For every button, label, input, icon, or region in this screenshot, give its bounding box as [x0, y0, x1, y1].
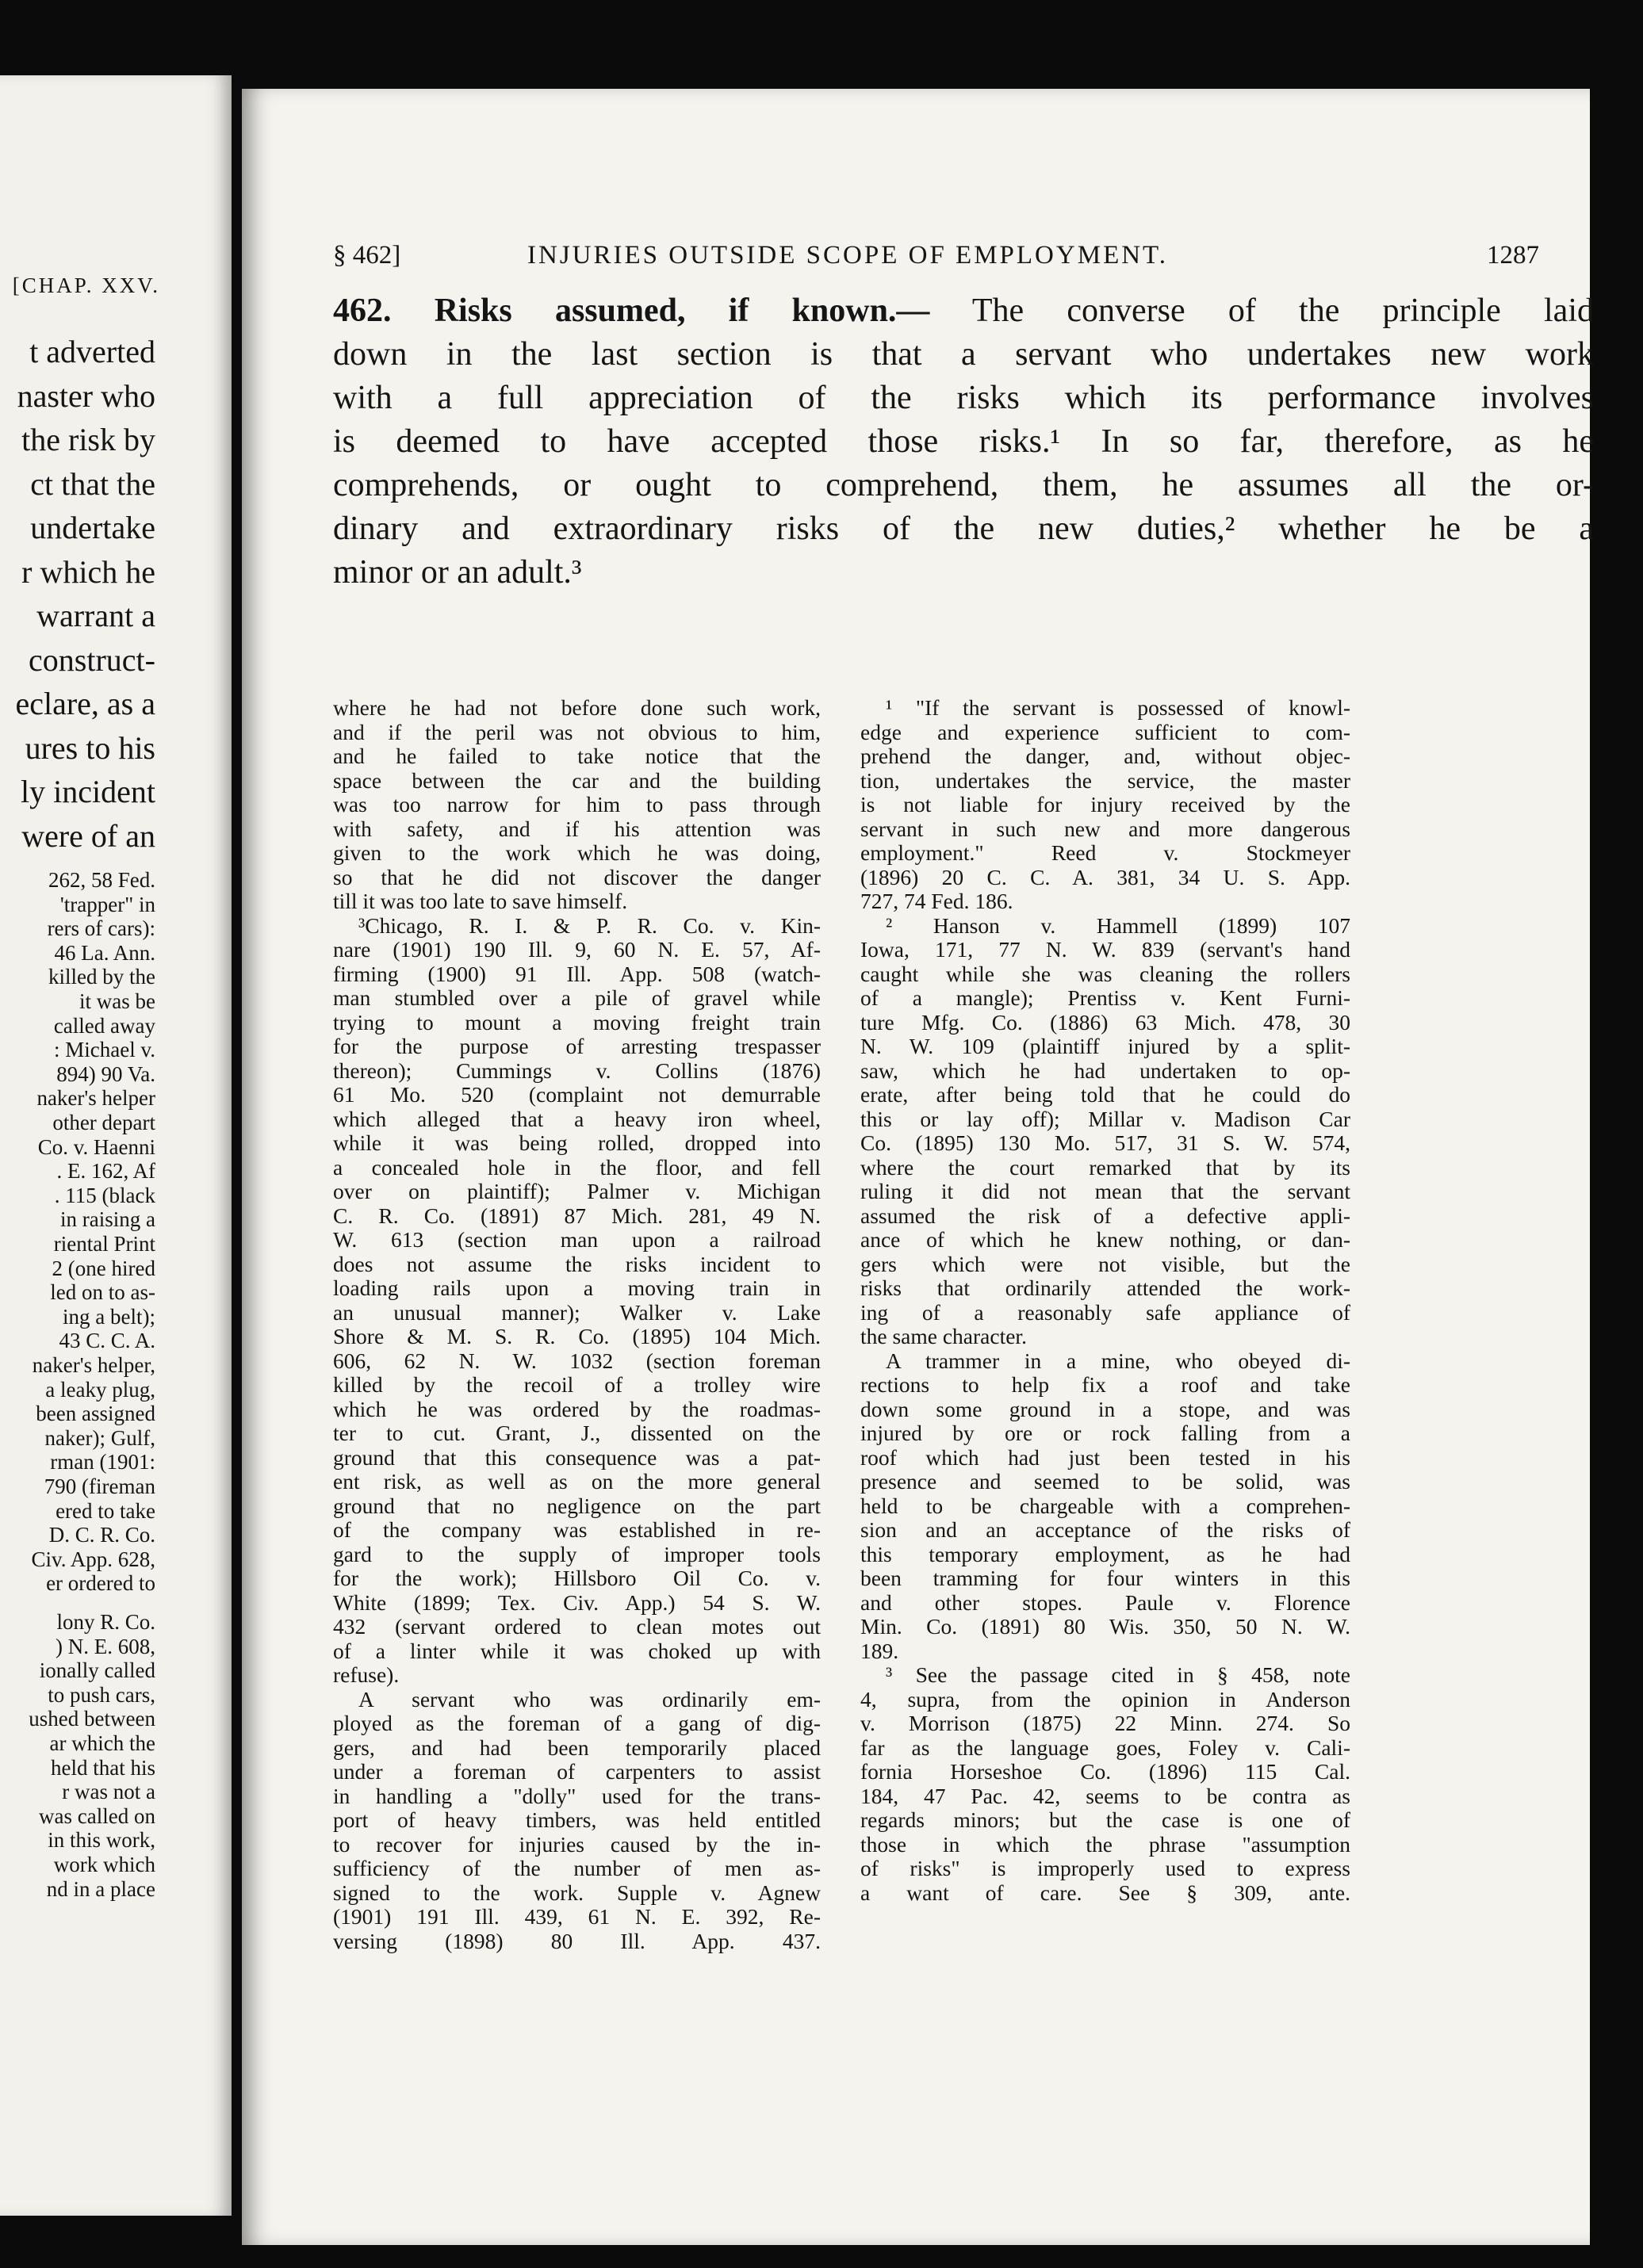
previous-page-line: the risk by: [21, 422, 155, 457]
footnote-line: roof which had just been tested in his: [860, 1444, 1350, 1470]
footnote-line: killed by the recoil of a trolley wire: [333, 1372, 821, 1397]
footnote-line: in handling a "dolly" used for the trans-: [333, 1783, 821, 1808]
previous-page-line: ar which the: [49, 1731, 155, 1755]
footnote-line: Shore & M. S. R. Co. (1895) 104 Mich.: [333, 1324, 821, 1348]
footnote-line: 189.: [860, 1638, 899, 1663]
previous-page-line: . 115 (black: [54, 1183, 155, 1207]
footnote-line: A servant who was ordinarily em-: [358, 1686, 821, 1712]
footnote-line: thereon); Cummings v. Collins (1876): [333, 1058, 821, 1083]
footnote-line: refuse).: [333, 1662, 400, 1687]
footnote-line: Co. (1895) 130 Mo. 517, 31 S. W. 574,: [860, 1130, 1350, 1155]
footnote-line: gard to the supply of improper tools: [333, 1541, 821, 1566]
footnote-line: and if the peril was not obvious to him,: [333, 719, 821, 744]
footnote-line: 432 (servant ordered to clean motes out: [333, 1614, 821, 1639]
previous-page-line: a leaky plug,: [45, 1377, 155, 1402]
previous-page-line: D. C. R. Co.: [48, 1523, 155, 1547]
previous-page-line: Co. v. Haenni: [37, 1134, 155, 1159]
footnote-line: of the company was established in re-: [333, 1517, 821, 1542]
previous-page-line: 43 C. C. A.: [59, 1329, 155, 1353]
footnote-line: ter to cut. Grant, J., dissented on the: [333, 1421, 821, 1445]
previous-page-line: : Michael v.: [54, 1038, 155, 1062]
footnote-line: erate, after being told that he could do: [860, 1082, 1350, 1107]
footnote-line: servant in such new and more dangerous: [860, 816, 1350, 841]
previous-page-line: naster who: [17, 377, 155, 414]
footnote-line: caught while she was cleaning the rollers: [860, 961, 1350, 986]
previous-page-line: r was not a: [62, 1780, 155, 1804]
previous-page-line: construct-: [29, 641, 155, 678]
previous-page-line: were of an: [21, 817, 155, 854]
previous-page-line: in raising a: [60, 1207, 155, 1232]
footnote-line: (1896) 20 C. C. A. 381, 34 U. S. App.: [860, 864, 1350, 889]
footnote-line: A trammer in a mine, who obeyed di-: [886, 1348, 1350, 1373]
page-number: 1287: [1487, 241, 1539, 270]
previous-page-line: to push cars,: [48, 1682, 155, 1707]
footnote-line: ² Hanson v. Hammell (1899) 107: [886, 912, 1350, 938]
footnote-line: been tramming for four winters in this: [860, 1566, 1350, 1590]
section-text-line: down in the last section is that a servant who undertakes new work: [333, 336, 1594, 373]
running-header: [333, 241, 1586, 273]
previous-page-line: ) N. E. 608,: [56, 1634, 155, 1658]
previous-page-line: 46 La. Ann.: [54, 940, 155, 965]
footnote-line: gers, and had been temporarily placed: [333, 1734, 821, 1760]
footnote-line: of a linter while it was choked up with: [333, 1638, 821, 1663]
footnote-line: injured by ore or rock falling from a: [860, 1421, 1350, 1445]
previous-page-line: held that his: [51, 1755, 155, 1780]
footnote-line: regards minors; but the case is one of: [860, 1807, 1350, 1832]
footnote-line: and other stopes. Paule v. Florence: [860, 1589, 1350, 1615]
footnote-line: an unusual manner); Walker v. Lake: [333, 1299, 821, 1325]
footnote-line: v. Morrison (1875) 22 Minn. 274. So: [860, 1711, 1350, 1735]
previous-page-chapter-header: [CHAP. XXV.: [12, 273, 160, 297]
footnote-line: a concealed hole in the floor, and fell: [333, 1154, 821, 1180]
footnote-line: N. W. 109 (plaintiff injured by a split-: [860, 1034, 1350, 1058]
footnote-line: down some ground in a stope, and was: [860, 1396, 1350, 1421]
footnote-line: with safety, and if his attention was: [333, 816, 821, 841]
footnote-line: this or lay off); Millar v. Madison Car: [860, 1106, 1350, 1131]
footnote-line: 606, 62 N. W. 1032 (section foreman: [333, 1348, 821, 1373]
footnote-line: a want of care. See § 309, ante.: [860, 1880, 1350, 1905]
book-page: [242, 89, 1594, 2245]
section-heading: 462. Risks assumed, if known.—: [333, 293, 930, 329]
previous-page-line: it was be: [79, 989, 155, 1013]
footnote-line: 727, 74 Fed. 186.: [860, 889, 1013, 913]
section-text-line: with a full appreciation of the risks which its performance involves: [333, 380, 1594, 416]
footnote-line: ground that this consequence was a pat-: [333, 1444, 821, 1470]
section-text-line: dinary and extraordinary risks of the new duties,² whether he be a: [333, 511, 1594, 547]
footnote-line: firming (1900) 91 Ill. App. 508 (watch-: [333, 961, 821, 986]
footnote-line: assumed the risk of a defective appli-: [860, 1203, 1350, 1228]
footnote-line: versing (1898) 80 Ill. App. 437.: [333, 1928, 821, 1953]
previous-page-line: ly incident: [21, 774, 155, 809]
footnote-line: (1901) 191 Ill. 439, 61 N. E. 392, Re-: [333, 1904, 821, 1929]
previous-page-line: rman (1901:: [50, 1450, 155, 1474]
previous-page-line: 2 (one hired: [52, 1256, 155, 1280]
footnote-line: 61 Mo. 520 (complaint not demurrable: [333, 1082, 821, 1107]
previous-page-line: killed by the: [48, 965, 155, 989]
previous-page-line: was called on: [39, 1803, 155, 1828]
previous-page-line: lony R. Co.: [56, 1610, 155, 1634]
footnote-line: White (1899; Tex. Civ. App.) 54 S. W.: [333, 1589, 821, 1615]
footnote-line: risks that ordinarily attended the work-: [860, 1276, 1350, 1300]
footnote-line: ³Chicago, R. I. & P. R. Co. v. Kin-: [358, 912, 821, 938]
footnote-line: C. R. Co. (1891) 87 Mich. 281, 49 N.: [333, 1203, 821, 1228]
footnote-line: while it was being rolled, dropped into: [333, 1130, 821, 1155]
footnote-line: for the work); Hillsboro Oil Co. v.: [333, 1566, 821, 1590]
footnote-line: far as the language goes, Foley v. Cali-: [860, 1734, 1350, 1760]
footnote-line: ent risk, as well as on the more general: [333, 1469, 821, 1494]
previous-page-line: rers of cars):: [47, 916, 155, 941]
footnote-line: over on plaintiff); Palmer v. Michigan: [333, 1179, 821, 1203]
previous-page-line: riental Print: [53, 1232, 155, 1256]
footnote-line: W. 613 (section man upon a railroad: [333, 1227, 821, 1252]
previous-page-line: naker); Gulf,: [44, 1425, 155, 1450]
previous-page-line: ing a belt);: [63, 1304, 155, 1329]
previous-page-line: called away: [53, 1013, 155, 1038]
footnote-line: 4, supra, from the opinion in Anderson: [860, 1686, 1350, 1712]
footnote-line: ³ See the passage cited in § 458, note: [886, 1662, 1350, 1687]
footnote-column-right: [860, 696, 1350, 1905]
footnote-line: to recover for injuries caused by the in-: [333, 1831, 821, 1857]
footnote-line: given to the work which he was doing,: [333, 840, 821, 865]
previous-page-line: eclare, as a: [15, 686, 155, 721]
footnote-column-left: [333, 696, 821, 1953]
section-text-line: comprehends, or ought to comprehend, them, he assumes all the or-: [333, 467, 1594, 503]
section-text-line: The converse of the principle laid: [971, 293, 1594, 329]
footnote-line: till it was too late to save himself.: [333, 889, 628, 913]
footnote-line: port of heavy timbers, was held entitled: [333, 1807, 821, 1832]
previous-page-line: warrant a: [36, 598, 155, 633]
footnote-line: is not liable for injury received by the: [860, 792, 1350, 817]
previous-page-line: Civ. App. 628,: [31, 1547, 155, 1571]
previous-page-line: undertake: [30, 510, 155, 545]
section-first-line: [333, 289, 1594, 333]
footnote-line: which he was ordered by the roadmas-: [333, 1396, 821, 1421]
footnote-line: does not assume the risks incident to: [333, 1251, 821, 1276]
section-body: [333, 289, 1594, 595]
footnote-line: space between the car and the building: [333, 767, 821, 793]
footnote-line: presence and seemed to be solid, was: [860, 1469, 1350, 1494]
previous-page-line: nd in a place: [46, 1876, 155, 1901]
footnote-line: nare (1901) 190 Ill. 9, 60 N. E. 57, Af-: [333, 937, 821, 962]
footnote-line: rections to help fix a roof and take: [860, 1372, 1350, 1397]
previous-page-line: naker's helper: [36, 1086, 155, 1111]
section-text-line: minor or an adult.³: [333, 554, 582, 591]
footnote-line: the same character.: [860, 1324, 1027, 1348]
previous-page-line: ered to take: [56, 1498, 155, 1523]
footnote-line: and he failed to take notice that the: [333, 744, 821, 768]
footnote-line: so that he did not discover the danger: [333, 864, 821, 889]
previous-page-line: 262, 58 Fed.: [48, 868, 155, 892]
footnote-line: where he had not before done such work,: [333, 695, 821, 720]
footnote-line: signed to the work. Supple v. Agnew: [333, 1880, 821, 1905]
section-text-line: is deemed to have accepted those risks.¹ In so far, therefore, as he: [333, 423, 1594, 460]
footnote-line: sufficiency of the number of men as-: [333, 1856, 821, 1880]
footnote-line: employment." Reed v. Stockmeyer: [860, 840, 1350, 865]
previous-page-line: led on to as-: [50, 1280, 155, 1305]
footnote-line: 184, 47 Pac. 42, seems to be contra as: [860, 1783, 1350, 1808]
footnote-line: under a foreman of carpenters to assist: [333, 1759, 821, 1784]
footnote-line: ployed as the foreman of a gang of dig-: [333, 1711, 821, 1735]
previous-page-line: in this work,: [48, 1828, 155, 1853]
previous-page-line: r which he: [21, 553, 155, 590]
footnote-line: Min. Co. (1891) 80 Wis. 350, 50 N. W.: [860, 1614, 1350, 1639]
previous-page-line: other depart: [52, 1111, 155, 1134]
footnote-line: this temporary employment, as he had: [860, 1541, 1350, 1566]
section-reference: § 462]: [333, 241, 401, 270]
previous-page-line: been assigned: [36, 1402, 155, 1426]
footnote-line: sion and an acceptance of the risks of: [860, 1517, 1350, 1542]
footnote-line: man stumbled over a pile of gravel while: [333, 985, 821, 1010]
previous-page-line: er ordered to: [46, 1571, 155, 1596]
previous-page-line: work which: [53, 1853, 155, 1876]
footnote-line: trying to mount a moving freight train: [333, 1009, 821, 1035]
footnote-line: ruling it did not mean that the servant: [860, 1179, 1350, 1203]
footnote-line: prehend the danger, and, without objec-: [860, 744, 1350, 768]
footnote-line: ance of which he knew nothing, or dan-: [860, 1227, 1350, 1252]
footnote-line: loading rails upon a moving train in: [333, 1276, 821, 1300]
previous-page-line: ionally called: [39, 1658, 155, 1683]
footnote-line: ing of a reasonably safe appliance of: [860, 1299, 1350, 1325]
footnote-line: which alleged that a heavy iron wheel,: [333, 1106, 821, 1131]
footnote-line: those in which the phrase "assumption: [860, 1831, 1350, 1857]
footnote-line: edge and experience sufficient to com-: [860, 719, 1350, 744]
previous-page-fragment: [0, 75, 232, 2216]
footnote-line: ¹ "If the servant is possessed of knowl-: [886, 695, 1350, 720]
running-title: INJURIES OUTSIDE SCOPE OF EMPLOYMENT.: [527, 241, 1169, 270]
footnote-line: was too narrow for him to pass through: [333, 792, 821, 817]
footnote-line: tion, undertakes the service, the master: [860, 767, 1350, 793]
previous-page-line: ures to his: [25, 729, 155, 766]
previous-page-line: . E. 162, Af: [56, 1159, 155, 1184]
previous-page-line: t adverted: [29, 334, 155, 369]
footnote-line: held to be chargeable with a comprehen-: [860, 1493, 1350, 1518]
footnote-line: ture Mfg. Co. (1886) 63 Mich. 478, 30: [860, 1009, 1350, 1035]
footnote-line: where the court remarked that by its: [860, 1154, 1350, 1180]
footnote-line: fornia Horseshoe Co. (1896) 115 Cal.: [860, 1759, 1350, 1784]
footnote-line: saw, which he had undertaken to op-: [860, 1058, 1350, 1083]
previous-page-line: ct that the: [30, 465, 155, 502]
previous-page-line: 790 (fireman: [44, 1474, 155, 1498]
previous-page-line: naker's helper,: [32, 1353, 155, 1377]
footnote-line: of a mangle); Prentiss v. Kent Furni-: [860, 985, 1350, 1010]
previous-page-line: ushed between: [29, 1707, 155, 1731]
footnote-line: of risks" is improperly used to express: [860, 1856, 1350, 1880]
footnote-line: for the purpose of arresting trespasser: [333, 1034, 821, 1058]
previous-page-line: 'trapper" in: [59, 892, 155, 916]
previous-page-line: 894) 90 Va.: [56, 1061, 155, 1086]
footnote-line: gers which were not visible, but the: [860, 1251, 1350, 1276]
footnote-line: Iowa, 171, 77 N. W. 839 (servant's hand: [860, 937, 1350, 962]
footnote-line: ground that no negligence on the part: [333, 1493, 821, 1518]
